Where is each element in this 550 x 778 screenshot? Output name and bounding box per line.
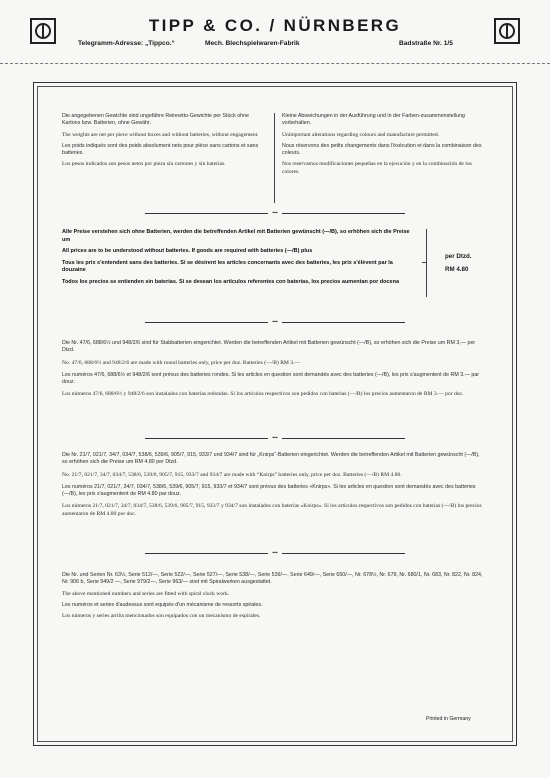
separator: ▪▪▪	[145, 436, 405, 441]
prices-de: Alle Preise verstehen sich ohne Batterien, werden die betreffenden Artikel mit Batterien gewünscht (—/B), so erhöhen sich die Preise um	[62, 229, 410, 243]
intro-left-column	[62, 113, 262, 169]
separator: ▪▪▪	[145, 551, 405, 556]
section4-en: The above mentioned numbers and series are fitted with spiral clock work.	[62, 590, 230, 597]
prices-fr: Tous les prix s'entendent sans des batteries. Si se désirent les articles concernants avec des batteries, les prix s'élèvent par la douzaine	[62, 259, 393, 273]
spiral-clockwork-section	[62, 572, 486, 620]
price-brace	[426, 229, 433, 297]
intro-right-en: Unimportant alterations regarding colours and manufacture permitted.	[282, 131, 440, 138]
rod-batteries-section	[62, 340, 486, 399]
section2-en: No. 47/6, 688/6½ and 948/2/6 are made with round batteries only, price per doz. Batteries (—/B) RM 3.—	[62, 359, 301, 366]
factory-description: Mech. Blechspielwaren-Fabrik	[205, 40, 300, 47]
price-per-dozen-label: per Dtzd.	[445, 253, 472, 260]
printed-in-germany: Printed in Germany	[426, 716, 471, 722]
section4-fr: Les numéros et series d'audessus sont equipés d'un mécanisme de ressorts spirales.	[62, 601, 263, 608]
intro-right-de: Kleine Abweichungen in der Ausführung und in der Farben-zusammenstellung vorbehalten.	[282, 113, 465, 127]
header-divider	[0, 63, 550, 64]
section3-es: Los números 21/7, 021/7, 34/7, 034/7, 538/6, 539/6, 905/7, 915, 933/7 y 934/7 son instalados con baterías «Knirps». Si los artículos respectivos son pedidos con baterias (—/B) los precios aumentaron de RM 4.80 por doc.	[62, 503, 482, 517]
price-value: RM 4.80	[445, 266, 469, 273]
section4-de: Die Nr. und Serien Nr. 63½, Serie 512/—, Serie 522/—, Serie 527/—, Serie 538/—, Serie 539/—, Serie 649/—, Serie 650/—, Nr. 678½, Nr. 679, Nr. 680/1, Nr. 683, Nr. 822, Nr. 824, Nr. 906 b, Serie 949/2 —, Serie 979/2—, Serie 963/— sind mit Spiralwerken ausgestattet.	[62, 572, 483, 586]
section3-fr: Les numéros 21/7, 021/7, 34/7, 034/7, 538/6, 539/6, 905/7, 915, 933/7 et 934/7 sont prévus des batteries «Knirps». Si les articles en question sont demandés avec des batteries (—/B), les prix s'augmentent de RM 4.80 par douz.	[62, 483, 476, 498]
prices-es: Todos los precios se entienden sin baterias. Si se desean los artículos referentes con baterías, los precios aumentan por docena	[62, 278, 400, 285]
intro-right-es: Nos reservamos modificaciones pequeñas en la ejecución y en la combinación de los colores.	[282, 161, 472, 175]
page-frame	[33, 82, 517, 746]
intro-column-divider	[274, 113, 275, 203]
separator: ▪▪▪	[145, 211, 405, 216]
section3-en: No. 21/7, 021/7, 34/7, 034/7, 538/6, 539/6, 905/7, 915, 933/7 and 934/7 are made with “Knirps” batteries only, price per doz. Batteries (—/B) RM 4.80.	[62, 471, 402, 478]
intro-left-en: The weights are net per piece without boxes and without batteries, without engagement.	[62, 131, 259, 138]
battery-prices-block	[62, 229, 418, 286]
intro-left-de: Die angegebenen Gewichte sind ungefähre Reinnetto-Gewichte per Stück ohne Kartons bzw. Batterien, ohne Gewähr.	[62, 113, 249, 127]
prices-en: All prices are to be understood without batteries. If goods are required with batteries (—/B) plus	[62, 248, 313, 254]
street-address: Badstraße Nr. 1/5	[399, 40, 453, 47]
section2-es: Los números 47/6, 688/6½ y 948/2/6 son instalados con baterias redondas. Si los artículos respectivos son pedidos con baterias (—/B) los precios aumentaron de RM 3.— por doc.	[62, 391, 464, 398]
intro-left-fr: Les poids indiqués sont des poids absolument nets pour pièce sans cartons et sans batteries.	[62, 142, 259, 157]
section3-de: Die Nr. 21/7, 021/7, 34/7, 034/7, 538/6, 539/6, 905/7, 915, 933/7 und 934/7 sind für „Knirps“-Batterien eingerichtet. Werden die betreffenden Artikel mit Batterien gewünscht (—/B), so erhöhen sich die Preise um RM 4.80 per Dtzd.	[62, 452, 480, 466]
intro-right-fr: Nous réservons des petits changements dans l'éxécution et dans la combinaison des coleurs.	[282, 142, 482, 157]
section2-de: Die Nr. 47/6, 688/6½ und 948/2/6 sind für Stabbatterien eingerichtet. Werden die betreffenden Artikel mit Batterien gewünscht (—/B), so erhöhen sich die Preise um RM 3,— per Dtzd.	[62, 340, 476, 354]
section2-fr: Les numéros 47/6, 688/6½ et 948/2/6 sont prévus des batteries rondes. Si les articles en question sont demandés avec des batteries (—/B), les prix s'augmentent de RM 3.— par douz.	[62, 371, 480, 386]
knirps-batteries-section	[62, 452, 486, 518]
telegram-address: Telegramm-Adresse: „Tippco.“	[78, 40, 175, 47]
intro-left-es: Los pesos indicados son pesos netos por pieza sin cartones y sin baterias.	[62, 161, 226, 168]
company-name: TIPP & CO. / NÜRNBERG	[148, 16, 402, 35]
section4-es: Los números y series arriba mencionados son equipados con un mecanismo de espirales.	[62, 613, 261, 620]
intro-right-column	[282, 113, 487, 176]
separator: ▪▪▪	[145, 320, 405, 325]
